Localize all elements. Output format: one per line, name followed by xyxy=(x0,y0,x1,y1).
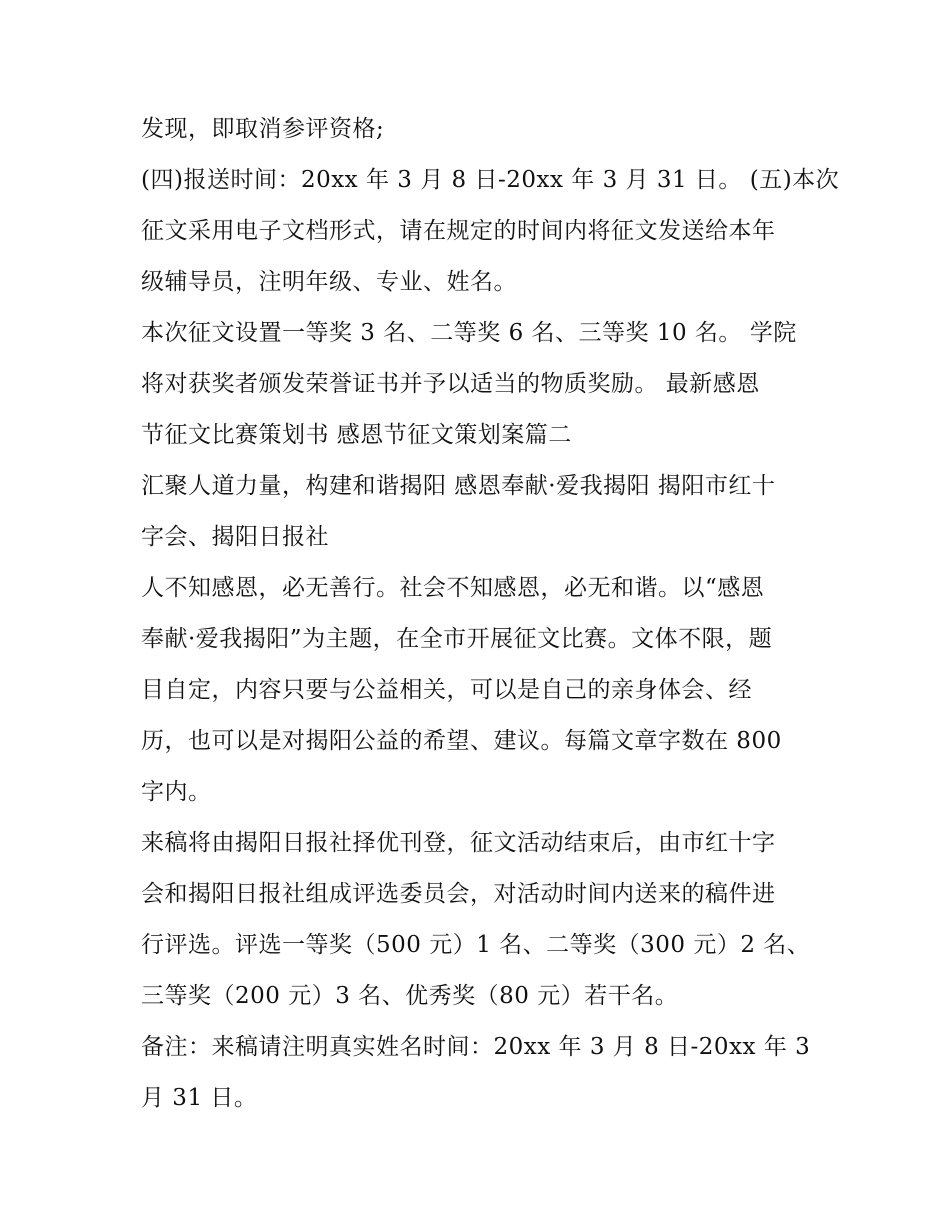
text-line: 来稿将由揭阳日报社择优刊登，征文活动结束后，由市红十字 xyxy=(141,830,776,856)
text-line: 节征文比赛策划书 感恩节征文策划案篇二 xyxy=(141,422,572,448)
document-body xyxy=(141,104,840,1124)
text-line: 月 31 日。 xyxy=(141,1085,258,1111)
text-line: 本次征文设置一等奖 3 名、二等奖 6 名、三等奖 10 名。 学院 xyxy=(141,320,797,346)
text-line: 奉献·爱我揭阳”为主题，在全市开展征文比赛。文体不限，题 xyxy=(141,626,773,652)
text-line: 备注：来稿请注明真实姓名时间：20xx 年 3 月 8 日-20xx 年 3 xyxy=(141,1034,811,1060)
text-line: 三等奖（200 元）3 名、优秀奖（80 元）若干名。 xyxy=(141,983,679,1009)
text-line: 发现，即取消参评资格; xyxy=(141,116,385,142)
text-line: 征文采用电子文档形式，请在规定的时间内将征文发送给本年 xyxy=(141,218,776,244)
text-line: 将对获奖者颁发荣誉证书并予以适当的物质奖励。 最新感恩 xyxy=(141,371,760,397)
text-line: (四)报送时间：20xx 年 3 月 8 日-20xx 年 3 月 31 日。 (五)本次 xyxy=(141,167,840,193)
text-line: 行评选。评选一等奖（500 元）1 名、二等奖（300 元）2 名、 xyxy=(141,932,811,958)
text-line: 会和揭阳日报社组成评选委员会，对活动时间内送来的稿件进 xyxy=(141,881,776,907)
text-line: 汇聚人道力量，构建和谐揭阳 感恩奉献·爱我揭阳 揭阳市红十 xyxy=(141,473,776,499)
text-line: 历，也可以是对揭阳公益的希望、建议。每篇文章字数在 800 xyxy=(141,728,782,754)
text-line: 级辅导员，注明年级、专业、姓名。 xyxy=(141,269,517,295)
text-line: 字内。 xyxy=(141,779,212,805)
text-line: 人不知感恩，必无善行。社会不知感恩，必无和谐。以“感恩 xyxy=(141,575,765,601)
text-line: 目自定，内容只要与公益相关，可以是自己的亲身体会、经 xyxy=(141,677,752,703)
text-line: 字会、揭阳日报社 xyxy=(141,524,329,550)
